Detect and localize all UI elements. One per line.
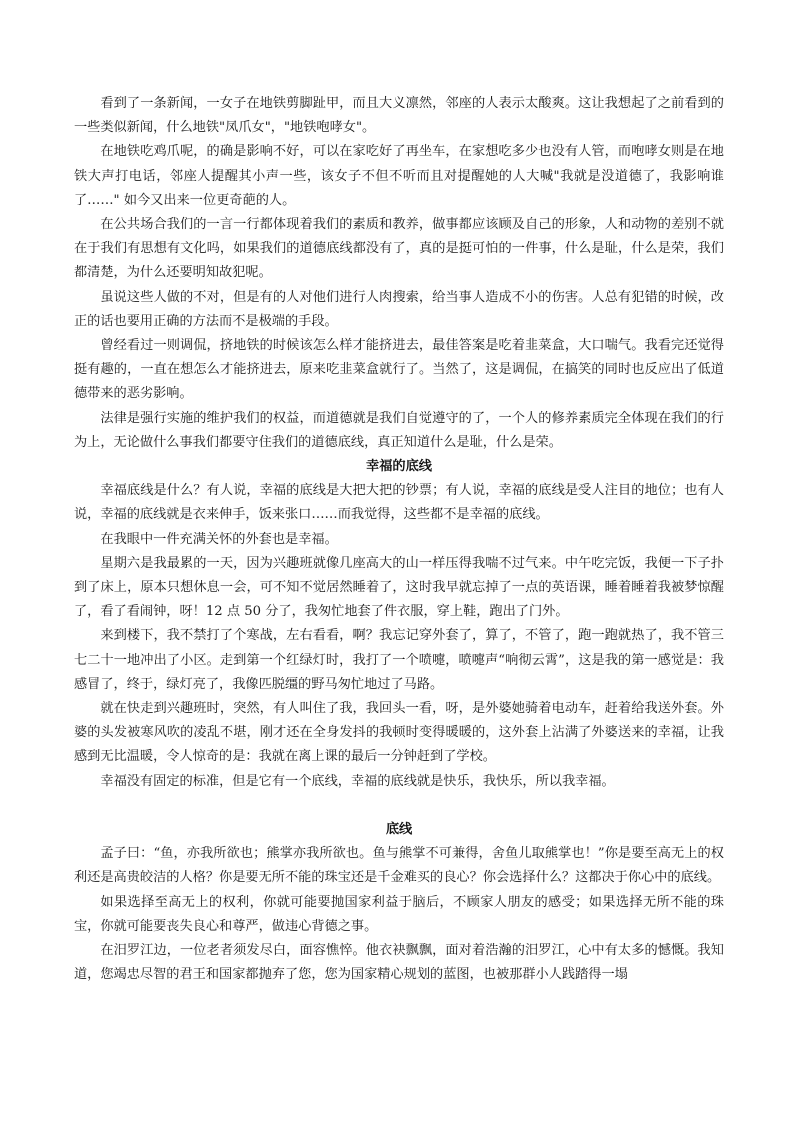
section-title: 底线 [385,821,413,837]
section-happiness-bottom-line [74,455,724,794]
paragraph: 幸福底线是什么？有人说，幸福的底线是大把大把的钞票；有人说，幸福的底线是受人注目的地位；也有人说，幸福的底线就是衣来伸手，饭来张口……而我觉得，这些都不是幸福的底线。 [74,483,724,523]
paragraph: 星期六是我最累的一天，因为兴趣班就像几座高大的山一样压得我喘不过气来。中午吃完饭，我便一下子扑到了床上，原本只想休息一会，可不知不觉居然睡着了，这时我早就忘掉了一点的英语课，睡着睡着我被梦惊醒了，看了看闹钟，呀！12 点 50 分了，我匆忙地套了件衣服，穿上鞋，跑出了门外。 [74,555,724,620]
paragraph: 来到楼下，我不禁打了个寒战，左右看看，啊？我忘记穿外套了，算了，不管了，跑一跑就热了，我不管三七二十一地冲出了小区。走到第一个红绿灯时，我打了一个喷嚏，喷嚏声“响彻云霄”，这是我的第一感觉是：我感冒了，终于，绿灯亮了，我像匹脱缰的野马匆忙地过了马路。 [74,628,724,692]
paragraph: 在公共场合我们的一言一行都体现着我们的素质和教养，做事都应该顾及自己的形象，人和动物的差别不就在于我们有思想有文化吗，如果我们的道德底线都没有了，真的是挺可怕的一件事，什么是耻，什么是荣，我们都清楚，为什么还要明知故犯呢。 [74,217,724,281]
paragraph: 看到了一条新闻，一女子在地铁剪脚趾甲，而且大义凛然，邻座的人表示太酸爽。这让我想起了之前看到的一些类似新闻，什么地铁"凤爪女"，"地铁咆哮女"。 [74,96,724,136]
paragraph: 曾经看过一则调侃，挤地铁的时候该怎么样才能挤进去，最佳答案是吃着韭菜盒，大口喘气。我看完还觉得挺有趣的，一直在想怎么才能挤进去，原来吃韭菜盒就行了。当然了，这是调侃，在搞笑的同时也反应出了低道德带来的恶劣影响。 [74,338,724,402]
paragraph: 在我眼中一件充满关怀的外套也是幸福。 [100,531,338,547]
section-subway-morality [74,92,724,455]
section-bottom-line [74,818,724,987]
paragraph: 如果选择至高无上的权利，你就可能要抛国家利益于脑后，不顾家人朋友的感受；如果选择无所不能的珠宝，你就可能要丧失良心和尊严，做违心背德之事。 [74,894,724,934]
paragraph: 虽说这些人做的不对，但是有的人对他们进行人肉搜索，给当事人造成不小的伤害。人总有犯错的时候，改正的话也要用正确的方法而不是极端的手段。 [74,289,724,329]
section-title: 幸福的底线 [366,459,432,475]
paragraph: 在汨罗江边，一位老者须发尽白，面容憔悴。他衣袂飘飘，面对着浩瀚的汨罗江，心中有太多的憾慨。我知道，您竭忠尽智的君王和国家都抛弃了您，您为国家精心规划的蓝图，也被那群小人践踏得一塌 [74,942,724,983]
paragraph: 孟子曰：“鱼，亦我所欲也；熊掌亦我所欲也。鱼与熊掌不可兼得，舍鱼儿取熊掌也！”你是要至高无上的权利还是高贵皎洁的人格？你是要无所不能的珠宝还是千金难买的良心？你会选择什么？这都决于你心中的底线。 [74,846,724,886]
document-page [74,92,724,987]
paragraph: 法律是强行实施的维护我们的权益，而道德就是我们自觉遵守的了，一个人的修养素质完全体现在我们的行为上，无论做什么事我们都要守住我们的道德底线，真正知道什么是耻，什么是荣。 [74,410,724,450]
paragraph: 幸福没有固定的标准，但是它有一个底线，幸福的底线就是快乐，我快乐，所以我幸福。 [100,773,615,789]
paragraph: 在地铁吃鸡爪呢，的确是影响不好，可以在家吃好了再坐车，在家想吃多少也没有人管，而咆哮女则是在地铁大声打电话，邻座人提醒其小声一些，该女子不但不听而且对提醒她的人大喊"我就是没道德了，我影响谁了……" 如今又出来一位更奇葩的人。 [74,144,724,208]
paragraph: 就在快走到兴趣班时，突然，有人叫住了我，我回头一看，呀，是外婆她骑着电动车，赶着给我送外套。外婆的头发被寒风吹的凌乱不堪，刚才还在全身发抖的我顿时变得暖暖的，这外套上沾满了外婆送来的幸福，让我感到无比温暖，令人惊奇的是：我就在离上课的最后一分钟赶到了学校。 [74,701,724,765]
section-spacer [74,794,724,818]
